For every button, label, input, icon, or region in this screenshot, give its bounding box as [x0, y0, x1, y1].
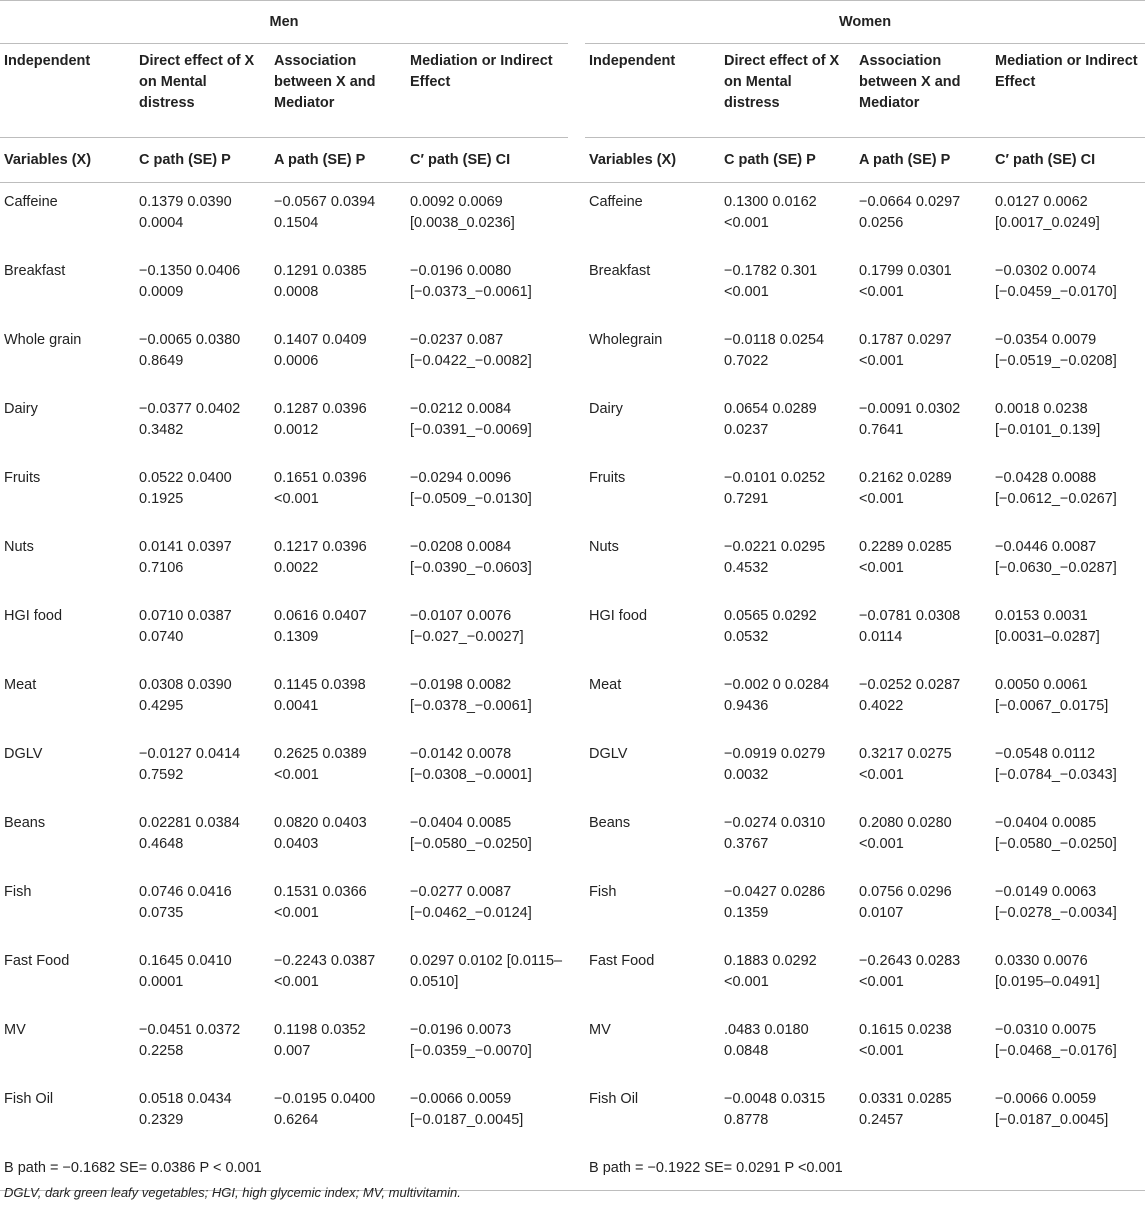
variable-cell: Dairy [589, 401, 623, 417]
ci-cell: 0.0153 0.0031 [0.0031–0.0287] [995, 608, 1100, 645]
variable-cell: Fast Food [4, 953, 70, 969]
c-path-cell: −0.0118 0.0254 0.7022 [724, 332, 825, 369]
ci-cell: 0.0127 0.0062 [0.0017_0.0249] [995, 194, 1100, 231]
col-header: Association between X and Mediator [270, 44, 406, 138]
a-path-cell: 0.0756 0.0296 0.0107 [859, 884, 952, 921]
ci-cell: 0.0050 0.0061 [−0.0067_0.0175] [995, 677, 1109, 714]
c-path-cell: 0.0746 0.0416 0.0735 [139, 884, 232, 921]
ci-cell: −0.0277 0.0087 [−0.0462_−0.0124] [410, 884, 532, 921]
variable-cell: Fish Oil [4, 1091, 54, 1107]
table-row [0, 537, 1145, 606]
variable-cell: Nuts [589, 539, 619, 555]
variable-cell: Dairy [4, 401, 38, 417]
c-path-cell: −0.0065 0.0380 0.8649 [139, 332, 241, 369]
table-row [0, 1020, 1145, 1089]
ci-cell: 0.0092 0.0069 [0.0038_0.0236] [410, 194, 515, 231]
table-footnote: DGLV, dark green leafy vegetables; HGI, high glycemic index; MV, multivitamin. [4, 1185, 461, 1200]
a-path-cell: 0.0616 0.0407 0.1309 [274, 608, 367, 645]
variable-cell: Fish [589, 884, 617, 900]
col-header: Direct effect of X on Mental distress [720, 44, 855, 138]
a-path-cell: −0.2643 0.0283 <0.001 [859, 953, 961, 990]
ci-cell: −0.0196 0.0073 [−0.0359_−0.0070] [410, 1022, 532, 1059]
c-path-cell: −0.0427 0.0286 0.1359 [724, 884, 826, 921]
table-row [0, 261, 1145, 330]
table-row [0, 606, 1145, 675]
c-path-cell: −0.0377 0.0402 0.3482 [139, 401, 241, 438]
variable-cell: HGI food [589, 608, 648, 624]
table-row [0, 468, 1145, 537]
c-path-cell: 0.1379 0.0390 0.0004 [139, 194, 232, 231]
a-path-cell: 0.2080 0.0280 <0.001 [859, 815, 952, 852]
a-path-cell: −0.0091 0.0302 0.7641 [859, 401, 961, 438]
col-header: Independent [585, 44, 720, 138]
ci-cell: −0.0107 0.0076 [−0.027_−0.0027] [410, 608, 524, 645]
variable-cell: Caffeine [589, 194, 643, 210]
c-path-cell: 0.0518 0.0434 0.2329 [139, 1091, 232, 1128]
a-path-cell: 0.1287 0.0396 0.0012 [274, 401, 367, 438]
a-path-cell: 0.1198 0.0352 0.007 [274, 1022, 366, 1059]
c-path-cell: −0.002 0 0.0284 0.9436 [724, 677, 830, 714]
variable-cell: Fish [4, 884, 32, 900]
ci-cell: −0.0548 0.0112 [−0.0784_−0.0343] [995, 746, 1117, 783]
a-path-cell: 0.2162 0.0289 <0.001 [859, 470, 952, 507]
variable-cell: Breakfast [589, 263, 651, 279]
ci-cell: −0.0428 0.0088 [−0.0612_−0.0267] [995, 470, 1117, 507]
table-row [0, 744, 1145, 813]
table-row [0, 951, 1145, 1020]
col-subheader: C path (SE) P [720, 138, 855, 183]
ci-cell: −0.0354 0.0079 [−0.0519_−0.0208] [995, 332, 1117, 369]
col-subheader: C′ path (SE) CI [991, 138, 1145, 183]
a-path-cell: 0.1799 0.0301 <0.001 [859, 263, 952, 300]
col-header: Mediation or Indirect Effect [991, 44, 1145, 138]
col-subheader: C′ path (SE) CI [406, 138, 568, 183]
c-path-cell: −0.0048 0.0315 0.8778 [724, 1091, 826, 1128]
ci-cell: −0.0294 0.0096 [−0.0509_−0.0130] [410, 470, 532, 507]
ci-cell: −0.0066 0.0059 [−0.0187_0.0045] [410, 1091, 524, 1128]
c-path-cell: −0.0101 0.0252 0.7291 [724, 470, 826, 507]
a-path-cell: 0.2289 0.0285 <0.001 [859, 539, 952, 576]
table-row [0, 675, 1145, 744]
a-path-cell: −0.0195 0.0400 0.6264 [274, 1091, 376, 1128]
c-path-cell: 0.0522 0.0400 0.1925 [139, 470, 232, 507]
a-path-cell: 0.2625 0.0389 <0.001 [274, 746, 367, 783]
c-path-cell: −0.0919 0.0279 0.0032 [724, 746, 826, 783]
c-path-cell: 0.0710 0.0387 0.0740 [139, 608, 232, 645]
ci-cell: −0.0446 0.0087 [−0.0630_−0.0287] [995, 539, 1117, 576]
col-header: Direct effect of X on Mental distress [135, 44, 270, 138]
variable-cell: Breakfast [4, 263, 66, 279]
table-row [0, 882, 1145, 951]
ci-cell: −0.0302 0.0074 [−0.0459_−0.0170] [995, 263, 1117, 300]
col-subheader: Variables (X) [0, 138, 135, 183]
a-path-cell: −0.0252 0.0287 0.4022 [859, 677, 961, 714]
ci-cell: −0.0149 0.0063 [−0.0278_−0.0034] [995, 884, 1117, 921]
ci-cell: −0.0212 0.0084 [−0.0391_−0.0069] [410, 401, 532, 438]
ci-cell: −0.0310 0.0075 [−0.0468_−0.0176] [995, 1022, 1117, 1059]
a-path-cell: 0.1145 0.0398 0.0041 [274, 677, 366, 714]
ci-cell: −0.0142 0.0078 [−0.0308_−0.0001] [410, 746, 532, 783]
col-subheader: C path (SE) P [135, 138, 270, 183]
a-path-cell: 0.1651 0.0396 <0.001 [274, 470, 367, 507]
variable-cell: Whole grain [4, 332, 82, 348]
c-path-cell: −0.0451 0.0372 0.2258 [139, 1022, 241, 1059]
col-subheader: A path (SE) P [855, 138, 991, 183]
ci-cell: −0.0404 0.0085 [−0.0580_−0.0250] [995, 815, 1117, 852]
c-path-cell: −0.0274 0.0310 0.3767 [724, 815, 826, 852]
variable-cell: DGLV [589, 746, 628, 762]
col-header: Independent [0, 44, 135, 138]
variable-cell: Beans [4, 815, 46, 831]
ci-cell: −0.0208 0.0084 [−0.0390_−0.0603] [410, 539, 532, 576]
a-path-cell: −0.0664 0.0297 0.0256 [859, 194, 961, 231]
col-subheader: A path (SE) P [270, 138, 406, 183]
a-path-cell: 0.0820 0.0403 0.0403 [274, 815, 367, 852]
c-path-cell: 0.1645 0.0410 0.0001 [139, 953, 232, 990]
ci-cell: −0.0198 0.0082 [−0.0378_−0.0061] [410, 677, 532, 714]
c-path-cell: −0.1350 0.0406 0.0009 [139, 263, 241, 300]
group-women: Women [585, 1, 1145, 44]
table-row [0, 813, 1145, 882]
a-path-cell: 0.1615 0.0238 <0.001 [859, 1022, 952, 1059]
b-path-men: B path = −0.1682 SE= 0.0386 P < 0.001 [0, 1158, 568, 1191]
c-path-cell: .0483 0.0180 0.0848 [724, 1022, 809, 1059]
col-header: Mediation or Indirect Effect [406, 44, 568, 138]
a-path-cell: 0.1217 0.0396 0.0022 [274, 539, 367, 576]
ci-cell: −0.0196 0.0080 [−0.0373_−0.0061] [410, 263, 532, 300]
variable-cell: Fruits [589, 470, 626, 486]
variable-cell: Meat [589, 677, 622, 693]
c-path-cell: −0.1782 0.301 <0.001 [724, 263, 818, 300]
table-row [0, 1089, 1145, 1158]
variable-cell: Wholegrain [589, 332, 663, 348]
variable-cell: Meat [4, 677, 37, 693]
variable-cell: Nuts [4, 539, 34, 555]
ci-cell: 0.0330 0.0076 [0.0195–0.0491] [995, 953, 1100, 990]
c-path-cell: 0.0565 0.0292 0.0532 [724, 608, 817, 645]
a-path-cell: 0.1407 0.0409 0.0006 [274, 332, 367, 369]
group-men: Men [0, 1, 568, 44]
variable-cell: Beans [589, 815, 631, 831]
a-path-cell: 0.1531 0.0366 <0.001 [274, 884, 367, 921]
ci-cell: 0.0297 0.0102 [0.0115–0.0510] [410, 953, 563, 990]
a-path-cell: −0.0781 0.0308 0.0114 [859, 608, 961, 645]
col-header: Association between X and Mediator [855, 44, 991, 138]
a-path-cell: −0.0567 0.0394 0.1504 [274, 194, 376, 231]
a-path-cell: 0.3217 0.0275 <0.001 [859, 746, 952, 783]
variable-cell: DGLV [4, 746, 43, 762]
c-path-cell: −0.0127 0.0414 0.7592 [139, 746, 241, 783]
ci-cell: 0.0018 0.0238 [−0.0101_0.139] [995, 401, 1101, 438]
a-path-cell: 0.0331 0.0285 0.2457 [859, 1091, 952, 1128]
table-row [0, 183, 1145, 262]
variable-cell: Caffeine [4, 194, 58, 210]
ci-cell: −0.0066 0.0059 [−0.0187_0.0045] [995, 1091, 1109, 1128]
ci-cell: −0.0237 0.087 [−0.0422_−0.0082] [410, 332, 532, 369]
c-path-cell: 0.0308 0.0390 0.4295 [139, 677, 232, 714]
a-path-cell: 0.1787 0.0297 <0.001 [859, 332, 952, 369]
c-path-cell: 0.0654 0.0289 0.0237 [724, 401, 817, 438]
c-path-cell: −0.0221 0.0295 0.4532 [724, 539, 826, 576]
variable-cell: HGI food [4, 608, 63, 624]
variable-cell: Fast Food [589, 953, 655, 969]
c-path-cell: 0.02281 0.0384 0.4648 [139, 815, 240, 852]
ci-cell: −0.0404 0.0085 [−0.0580_−0.0250] [410, 815, 532, 852]
table-row [0, 399, 1145, 468]
col-subheader: Variables (X) [585, 138, 720, 183]
b-path-women: B path = −0.1922 SE= 0.0291 P <0.001 [585, 1158, 1145, 1191]
variable-cell: MV [4, 1022, 26, 1038]
a-path-cell: −0.2243 0.0387 <0.001 [274, 953, 376, 990]
c-path-cell: 0.0141 0.0397 0.7106 [139, 539, 232, 576]
c-path-cell: 0.1300 0.0162 <0.001 [724, 194, 817, 231]
variable-cell: Fish Oil [589, 1091, 639, 1107]
c-path-cell: 0.1883 0.0292 <0.001 [724, 953, 817, 990]
variable-cell: Fruits [4, 470, 41, 486]
a-path-cell: 0.1291 0.0385 0.0008 [274, 263, 367, 300]
variable-cell: MV [589, 1022, 611, 1038]
table-row [0, 330, 1145, 399]
